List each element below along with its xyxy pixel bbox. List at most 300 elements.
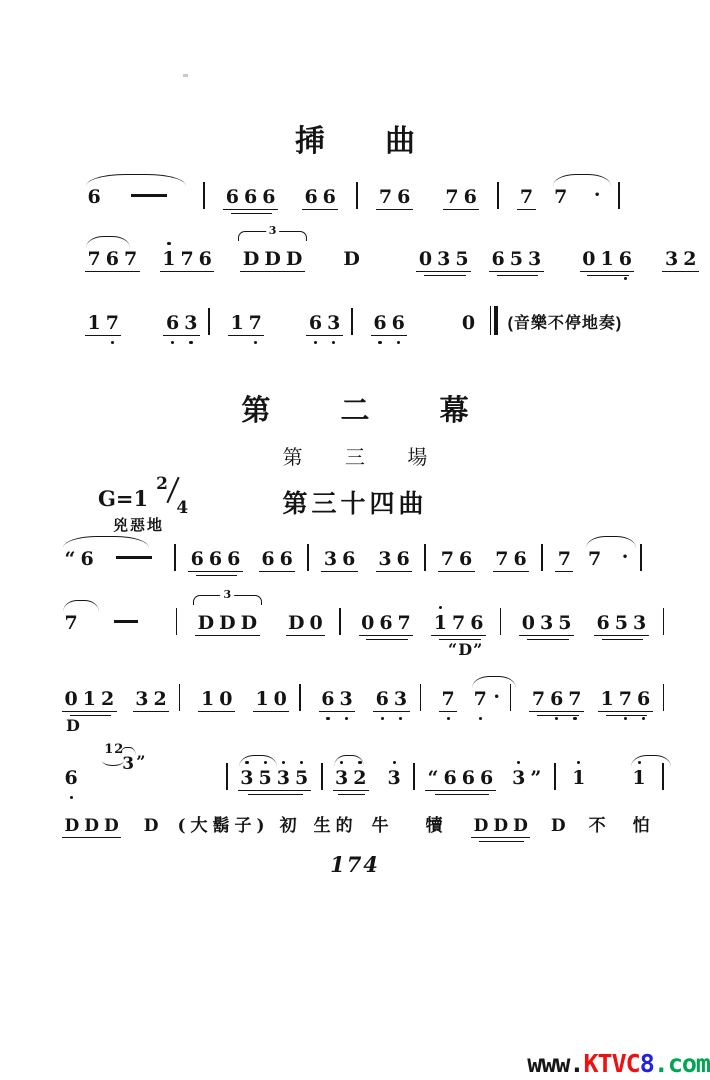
note-char: 6 [262,186,276,208]
note-char: 6 [80,548,94,570]
scene-title: 第 三 場 [282,445,446,469]
page-number: 174 [330,852,380,877]
note-group [471,690,489,709]
note-group [341,250,362,269]
beam-line [438,571,474,572]
note-char: 1 [600,248,614,270]
beam-line [373,711,409,712]
note-char: 7 [519,186,534,208]
note-group [510,769,544,788]
barline [174,544,176,571]
note-char: 0 [418,248,433,270]
beam-line [333,790,369,791]
note-char: 5 [614,612,628,634]
beam-line [425,790,496,791]
beam-line [319,711,355,712]
tie-arc [239,755,277,767]
note-group [529,690,584,709]
note-char: 6 [322,186,336,208]
note-char: 6 [373,690,391,709]
note-group [471,818,530,835]
note-group [302,188,338,207]
note-char: 6 [62,769,80,788]
music-line [85,224,697,284]
note-group [570,769,588,788]
note-char: D [493,816,509,836]
note-char: 7 [452,612,466,634]
barline [541,544,543,571]
note-char: 6 [548,690,566,709]
note-char: “ [427,767,439,789]
note-char: D [550,816,566,836]
beam-line [443,209,479,210]
note-char: 3 [238,769,256,788]
meter-numerator: 2 [156,474,168,494]
beam-line [240,271,304,272]
beam-line [555,571,573,572]
note-char: 3 [528,248,542,270]
augmentation-dot: · [493,686,501,708]
note-char: D [240,612,258,634]
barline [500,608,501,635]
barline [554,763,556,790]
note-group [240,224,304,270]
note-group [228,314,264,333]
barline [510,684,511,711]
beam-line [198,711,234,712]
note-char: 0 [64,688,78,710]
note-char: 7 [495,548,509,570]
beam-line [598,711,653,712]
note-group [188,550,243,569]
note-char: D [264,248,281,270]
note-char: 6 [190,548,204,570]
note-char: 初 [279,816,297,836]
note-char: 7 [440,548,455,570]
note-char: 鬍 [212,816,230,836]
note-char: 6 [243,186,258,208]
note-char: 1 [431,614,449,633]
lyric: “D” [448,640,484,659]
note-group [223,188,278,207]
music-line [62,678,682,735]
beam-line-2 [602,639,644,640]
barline [351,308,353,335]
note-char: D [64,816,80,836]
note-char: 7 [87,248,101,270]
note-char: D [242,248,260,270]
note-char: 大 [190,816,208,836]
note-group [630,818,652,835]
barline [226,763,228,790]
barline [307,544,309,571]
note-group [376,550,412,569]
note-char: 3 [540,612,554,634]
note-char: 6 [491,248,505,270]
tie-arc [553,174,611,186]
note-char: 3 [135,688,149,710]
grace-tie-arc [120,747,136,756]
note-char: 6 [463,186,477,208]
beam-line [223,209,278,210]
note-group [175,818,267,835]
note-char: ” [530,767,542,789]
note-char: 5 [256,769,274,788]
note-group [585,550,603,569]
beam-line [253,711,289,712]
note-group [425,769,496,788]
note-group [594,614,649,633]
note-char: 3 [664,248,679,270]
note-char: 6 [163,314,181,333]
note-char: 7 [246,314,264,333]
barline [208,308,210,335]
note-char: 7 [557,548,571,570]
note-char: 6 [596,612,610,634]
beam-line-2 [435,794,489,795]
note-char: D [197,612,215,634]
note-char: 6 [379,612,393,634]
note-group [552,188,570,207]
note-group [333,769,369,788]
barline [413,763,415,790]
lyric: D [66,716,81,735]
note-char: D [104,816,119,836]
music-line [62,538,682,584]
note-char: 6 [397,186,411,208]
note-group [373,690,409,709]
note-group [319,690,355,709]
note-char: 7 [554,186,568,208]
beam-line [188,571,243,572]
beam-line [302,209,338,210]
barline [321,763,323,790]
note-char: 不 [588,816,606,836]
barline [299,684,300,711]
note-char: 7 [439,690,457,709]
beam-line-2 [231,213,273,214]
note-group [160,250,215,269]
augmentation-dot: · [621,546,629,568]
barline [203,182,205,209]
note-char: 1 [630,769,648,788]
beam-line [416,271,471,272]
barline [663,684,664,711]
note-group [195,588,259,634]
note-char: 1 [570,769,588,788]
beam-line-2 [587,275,629,276]
note-char: 6 [635,690,653,709]
note-char: 犢 [425,816,443,836]
note-char: 3 [182,314,200,333]
watermark-www: www. [527,1049,584,1078]
note-group [369,818,391,835]
note-char: 0 [273,688,287,710]
beam-line-2 [479,841,524,842]
tie-arc [63,600,99,612]
note-group [62,550,96,569]
note-char: 3 [378,548,392,570]
beam-line-2 [424,275,466,276]
beam-line [286,635,326,636]
note-char: 6 [470,612,484,634]
beam-line-2 [196,575,238,576]
watermark-8: 8 [639,1049,654,1078]
barline [618,182,620,209]
sustain-dash [131,194,167,197]
note-char: 的 [335,816,353,836]
barline [662,763,664,790]
note-char: 7 [587,548,602,570]
note-group [85,314,121,333]
beam-line-2 [338,794,366,795]
note-group [586,818,608,835]
beam-line [62,837,121,838]
note-char: 5 [509,248,524,270]
note-char: 6 [225,186,239,208]
note-char: 6 [279,548,293,570]
beam-line-2 [497,275,539,276]
note-char: 7 [397,612,411,634]
note-char: 6 [389,314,407,333]
note-group [277,818,299,835]
note-char: 6 [513,548,527,570]
note-char: 0 [521,612,536,634]
note-char: 6 [304,186,318,208]
note-char: 3 [323,548,338,570]
note-group [548,818,568,835]
note-group [321,550,357,569]
note-char: 2 [153,688,167,710]
note-char: 5 [455,248,469,270]
note-group [517,188,535,207]
music-line [62,588,682,659]
note-char: 0 [361,612,375,634]
note-char: 6 [227,548,241,570]
note-group [519,614,574,633]
note-char: 6 [479,767,494,789]
note-group [459,314,477,333]
note-char: 6 [208,548,223,570]
key-label: G=1 [98,486,149,511]
note-char: 子 [234,816,252,836]
note-char: 7 [566,690,584,709]
note-char: 2 [683,248,697,270]
music-system-1 [85,176,697,362]
note-char: D [513,816,528,836]
note-group [438,550,474,569]
double-barline [490,306,498,335]
beam-line-2 [606,715,648,716]
note-group [630,769,648,788]
beam-line [195,635,259,636]
note-char: ( [177,816,186,836]
beam-line [321,571,357,572]
barline [424,544,426,571]
barline [420,684,421,711]
note-group [141,818,161,835]
beam-line [85,335,121,336]
beam-line [376,571,412,572]
barline [497,182,499,209]
note-char: 6 [261,548,275,570]
grace-upper: 12 [104,742,125,757]
beam-line-2 [248,794,303,795]
beam-line [62,711,117,712]
note-char: 1 [87,312,101,334]
lyrics-line [62,818,682,852]
note-char: 6 [105,248,119,270]
note-char: 3 [274,769,292,788]
tie-arc [86,236,130,248]
note-char: 生 [313,816,331,836]
tie-arc [63,536,149,548]
piece-title: 揷 曲 [294,125,442,158]
note-group [133,690,169,709]
beam-line [238,790,311,791]
note-char: 7 [531,688,546,710]
act-title: 第 二 幕 [241,393,499,427]
note-char: 6 [443,767,457,789]
grace-main: 3 [122,754,135,774]
beam-line [580,271,635,272]
note-char: 5 [292,769,310,788]
note-char: 怕 [632,816,650,836]
note-group [306,314,342,333]
watermark-ktvc: KTVC [583,1049,640,1078]
beam-line [85,271,140,272]
note-char: 6 [371,314,389,333]
triplet-bracket: 3 [238,231,306,241]
beam-line [529,711,584,712]
triplet-bracket: 3 [193,595,261,605]
note-group [443,188,479,207]
note-char: 6 [198,248,212,270]
beam-line [376,209,412,210]
note-group [376,188,412,207]
note-group [259,550,295,569]
note-char: 1 [255,688,269,710]
note-group [62,690,117,709]
barline [339,608,340,635]
tie-arc [631,755,671,767]
augmentation-dot: · [593,184,601,206]
barline [663,608,664,635]
note-char: 3 [337,690,355,709]
note-group [198,690,234,709]
note-group [253,690,289,709]
barline [640,544,642,571]
note-char: 6 [459,548,473,570]
watermark-com: .com [653,1049,710,1078]
tie-arc [86,174,186,186]
note-char: 6 [396,548,410,570]
beam-line [493,571,529,572]
note-group [598,690,653,709]
music-line [62,742,682,800]
note-char: 3 [385,769,403,788]
barline [356,182,358,209]
note-char: 1 [230,312,244,334]
annotation-text: (音樂不停地奏) [507,315,623,332]
note-char: D [288,612,305,634]
note-group [62,614,80,633]
barline [179,684,180,711]
note-char: 2 [100,688,115,710]
note-char: 6 [461,767,475,789]
beam-line [471,837,530,838]
note-group [423,818,445,835]
note-char: 7 [445,186,459,208]
expression-marking: 兇惡地 [113,517,165,534]
beam-line [133,711,169,712]
note-char: 1 [200,688,215,710]
note-group [580,250,635,269]
scan-artifact-dot [183,74,188,77]
sustain-dash [116,556,152,559]
note-char: 3 [391,690,409,709]
watermark [527,1049,710,1078]
beam-line [160,271,215,272]
grace-quote: ” [136,752,146,771]
note-char: 0 [219,688,233,710]
note-group [62,769,80,788]
note-char: 7 [180,248,194,270]
beam-line [662,271,698,272]
barline [176,608,177,635]
beam-line [371,335,407,336]
note-group [286,614,326,633]
note-char: ) [256,816,265,836]
note-char: 3 [325,314,343,333]
note-char: 6 [87,186,101,208]
note-char: D [143,816,159,836]
note-group [359,614,414,633]
note-group [238,769,311,788]
note-group [85,250,140,269]
note-group [62,818,121,835]
note-char: “ [64,548,76,570]
beam-line [517,209,535,210]
note-group [439,690,457,709]
note-char: 牛 [371,816,389,836]
note-char: 3 [510,769,528,788]
note-char: 1 [82,688,96,710]
music-line [85,176,682,222]
note-group [85,188,103,207]
note-char: 5 [558,612,572,634]
note-char: 7 [471,690,489,709]
song-number-title: 第三十四曲 [282,490,428,518]
sustain-dash [114,620,138,623]
note-group [555,550,573,569]
note-char: 0 [461,312,476,334]
note-char: 7 [616,690,634,709]
note-char: D [473,816,489,836]
note-group [431,614,486,633]
beam-line [228,335,264,336]
beam-line [519,635,574,636]
grace-slur [102,758,124,766]
beam-line [489,271,544,272]
beam-line [306,335,342,336]
note-char: 7 [64,612,78,634]
note-char: D [343,248,360,270]
note-char: 6 [342,548,356,570]
note-char: 6 [306,314,324,333]
note-char: 6 [616,250,634,269]
beam-line [359,635,414,636]
